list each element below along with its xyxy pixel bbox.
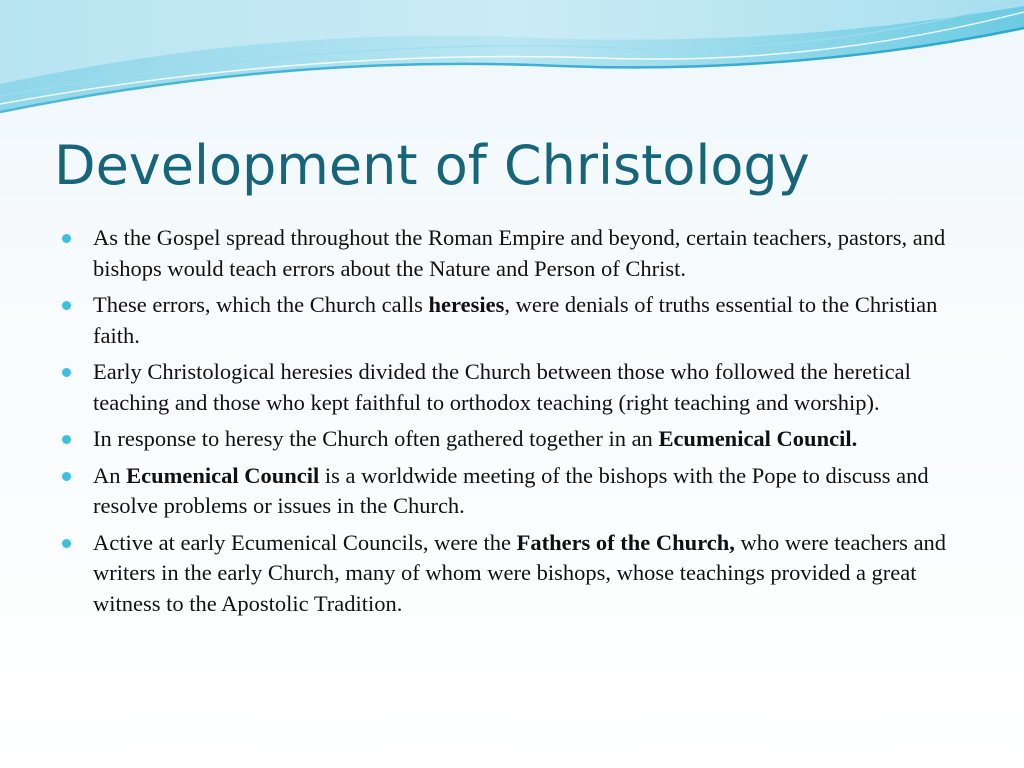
bullet-item bbox=[62, 461, 962, 522]
bullet-text: Early Christological heresies divided the Church between those who followed the heretical teaching and those who kept faithful to orthodox teaching (right teaching and worship). bbox=[93, 359, 911, 415]
bullet-item bbox=[62, 528, 962, 620]
bullet-text: As the Gospel spread throughout the Roman Empire and beyond, certain teachers, pastors, and bishops would teach errors about the Nature and Person of Christ. bbox=[93, 225, 946, 281]
bullet-bold-text: Ecumenical Council bbox=[126, 462, 320, 488]
bullet-item bbox=[62, 290, 962, 351]
bullet-dot-icon bbox=[62, 301, 71, 310]
bullet-text: Active at early Ecumenical Councils, were the bbox=[93, 529, 517, 555]
bullet-list bbox=[62, 223, 962, 625]
bullet-dot-icon bbox=[62, 472, 71, 481]
bullet-item bbox=[62, 424, 962, 455]
bullet-dot-icon bbox=[62, 234, 71, 243]
bullet-text: An bbox=[93, 462, 127, 488]
bullet-text: , were denials of truths essential to the Christian faith. bbox=[93, 292, 938, 348]
bullet-dot-icon bbox=[62, 435, 71, 444]
bullet-bold-text: Ecumenical Council. bbox=[658, 426, 858, 451]
bullet-item bbox=[62, 357, 962, 418]
bullet-text: In response to heresy the Church often gathered together in an bbox=[93, 426, 659, 451]
wave-decoration bbox=[0, 0, 1024, 130]
slide-title: Development of Christology bbox=[54, 134, 810, 197]
bullet-text: These errors, which the Church calls bbox=[93, 292, 429, 317]
bullet-text: who were teachers and writers in the early Church, many of whom were bishops, whose teachings provided a great witness to the Apostolic Tradition. bbox=[93, 529, 947, 616]
bullet-item bbox=[62, 223, 962, 284]
bullet-bold-text: heresies bbox=[428, 292, 505, 317]
bullet-dot-icon bbox=[62, 539, 71, 548]
bullet-dot-icon bbox=[62, 368, 71, 377]
bullet-text: is a worldwide meeting of the bishops with the Pope to discuss and resolve problems or issues in the Church. bbox=[93, 462, 929, 518]
bullet-bold-text: Fathers of the Church, bbox=[516, 529, 735, 555]
